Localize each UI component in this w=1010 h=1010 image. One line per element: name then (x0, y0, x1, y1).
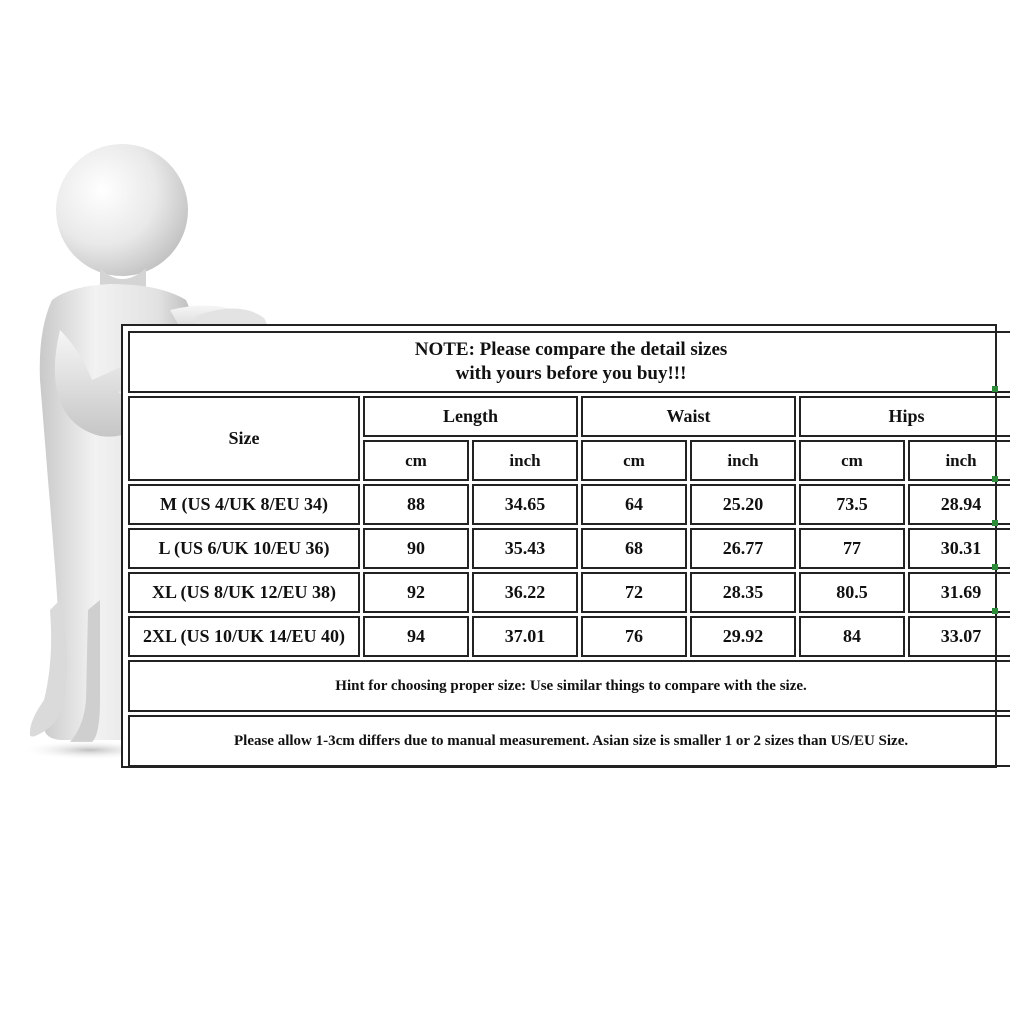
hips-cm: 73.5 (799, 484, 905, 525)
hips-inch: 31.69 (908, 572, 1010, 613)
cell-marker (992, 564, 998, 570)
length-header: Length (363, 396, 578, 437)
waist-cm: 64 (581, 484, 687, 525)
hips-header: Hips (799, 396, 1010, 437)
figure-head (56, 144, 188, 276)
length-inch: 37.01 (472, 616, 578, 657)
hips-cm: 80.5 (799, 572, 905, 613)
hips-cm: 84 (799, 616, 905, 657)
note-cell (128, 331, 1010, 393)
unit-header: inch (690, 440, 796, 481)
table-row (128, 572, 1010, 613)
note-line-2: with yours before you buy!!! (455, 363, 687, 384)
waist-header: Waist (581, 396, 796, 437)
waist-inch: 28.35 (690, 572, 796, 613)
note-line-1: NOTE: Please compare the detail sizes (414, 339, 728, 360)
size-chart (121, 324, 997, 768)
hips-inch: 30.31 (908, 528, 1010, 569)
cell-marker (992, 386, 998, 392)
unit-header: cm (799, 440, 905, 481)
hips-inch: 28.94 (908, 484, 1010, 525)
unit-header: cm (363, 440, 469, 481)
cell-marker (992, 476, 998, 482)
length-cm: 88 (363, 484, 469, 525)
hips-inch: 33.07 (908, 616, 1010, 657)
length-cm: 90 (363, 528, 469, 569)
size-header: Size (128, 396, 360, 481)
table-row (128, 528, 1010, 569)
length-inch: 35.43 (472, 528, 578, 569)
hips-cm: 77 (799, 528, 905, 569)
unit-header: cm (581, 440, 687, 481)
table-row (128, 616, 1010, 657)
waist-inch: 29.92 (690, 616, 796, 657)
waist-inch: 25.20 (690, 484, 796, 525)
size-label: L (US 6/UK 10/EU 36) (128, 528, 360, 569)
measurement-note: Please allow 1-3cm differs due to manual measurement. Asian size is smaller 1 or 2 sizes than US/EU Size. (128, 715, 1010, 767)
length-cm: 92 (363, 572, 469, 613)
unit-header: inch (908, 440, 1010, 481)
size-table (125, 328, 1010, 770)
waist-inch: 26.77 (690, 528, 796, 569)
waist-cm: 72 (581, 572, 687, 613)
size-label: XL (US 8/UK 12/EU 38) (128, 572, 360, 613)
cell-marker (992, 520, 998, 526)
cell-marker (992, 608, 998, 614)
size-label: 2XL (US 10/UK 14/EU 40) (128, 616, 360, 657)
waist-cm: 68 (581, 528, 687, 569)
table-row (128, 484, 1010, 525)
length-inch: 36.22 (472, 572, 578, 613)
length-cm: 94 (363, 616, 469, 657)
length-inch: 34.65 (472, 484, 578, 525)
unit-header: inch (472, 440, 578, 481)
waist-cm: 76 (581, 616, 687, 657)
size-label: M (US 4/UK 8/EU 34) (128, 484, 360, 525)
hint-text: Hint for choosing proper size: Use similar things to compare with the size. (128, 660, 1010, 712)
